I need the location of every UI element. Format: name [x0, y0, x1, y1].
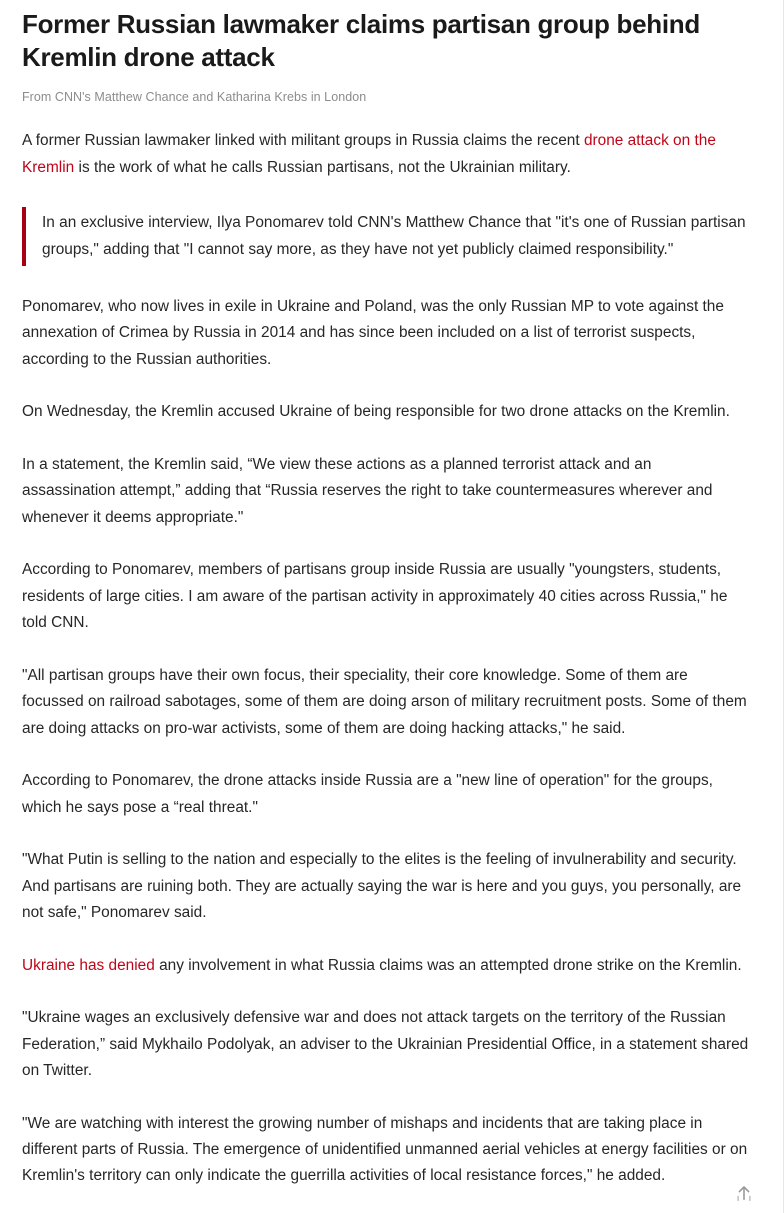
- paragraph-3: On Wednesday, the Kremlin accused Ukraine of being responsible for two drone attacks on the Kremlin.: [22, 403, 730, 421]
- drone-attack-link[interactable]: drone attack on the Kremlin: [22, 132, 716, 176]
- paragraph-6: "All partisan groups have their own focus, their speciality, their core knowledge. Some of them are focussed on railroad sabotages, some of them are doing arson of military recruitment posts. Some of them are doing attacks on pro-war activists, some of them are doing hacking attacks," he said.: [22, 666, 747, 737]
- article-byline: From CNN's Matthew Chance and Katharina Krebs in London: [22, 89, 367, 104]
- paragraph-8: "What Putin is selling to the nation and especially to the elites is the feeling of invulnerability and security. And partisans are ruining both. They are actually saying the war is here and you guys, you personally, are not safe," Ponomarev said.: [22, 851, 742, 922]
- ukraine-has-denied-link[interactable]: Ukraine has denied: [22, 956, 155, 974]
- paragraph-1-lead: A former Russian lawmaker linked with militant groups in Russia claims the recent: [22, 132, 584, 150]
- paragraph-9-tail: any involvement in what Russia claims was an attempted drone strike on the Kremlin.: [154, 956, 742, 974]
- paragraph-4: In a statement, the Kremlin said, “We view these actions as a planned terrorist attack and an assassination attempt,” adding that “Russia reserves the right to take countermeasures wherever and whenever it deems appropriate.": [22, 455, 713, 526]
- paragraph-10: "Ukraine wages an exclusively defensive war and does not attack targets on the territory of the Russian Federation,” said Mykhailo Podolyak, an adviser to the Ukrainian Presidential Office, in a statement shared on Twitter.: [22, 1009, 749, 1080]
- paragraph-9: [22, 953, 749, 979]
- pull-quote: [22, 207, 749, 266]
- paragraph-11: "We are watching with interest the growing number of mishaps and incidents that are taking place in different parts of Russia. The emergence of unidentified unmanned aerial vehicles at energy facilities or on Kremlin's territory can only indicate the guerrilla activities of local resistance forces," he added.: [22, 1114, 748, 1185]
- paragraph-7: According to Ponomarev, the drone attacks inside Russia are a "new line of operation" for the groups, which he says pose a “real threat.": [22, 772, 713, 816]
- paragraph-5: According to Ponomarev, members of partisans group inside Russia are usually "youngsters, students, residents of large cities. I am aware of the partisan activity in approximately 40 cities across Russia," he told CNN.: [22, 561, 728, 632]
- paragraph-2: Ponomarev, who now lives in exile in Ukraine and Poland, was the only Russian MP to vote against the annexation of Crimea by Russia in 2014 and has since been included on a list of terrorist suspects, according to the Russian authorities.: [22, 297, 724, 368]
- back-to-top-button[interactable]: [731, 1181, 757, 1207]
- pull-quote-text: In an exclusive interview, Ilya Ponomarev told CNN's Matthew Chance that "it's one of Russian partisan groups," adding that "I cannot say more, as they have not yet publicly claimed responsibility.": [42, 214, 746, 259]
- page-title: Former Russian lawmaker claims partisan group behind Kremlin drone attack: [22, 9, 700, 73]
- paragraph-1-tail: is the work of what he calls Russian partisans, not the Ukrainian military.: [74, 158, 571, 176]
- paragraph-1: [22, 128, 749, 181]
- arrow-up-icon: [734, 1184, 754, 1204]
